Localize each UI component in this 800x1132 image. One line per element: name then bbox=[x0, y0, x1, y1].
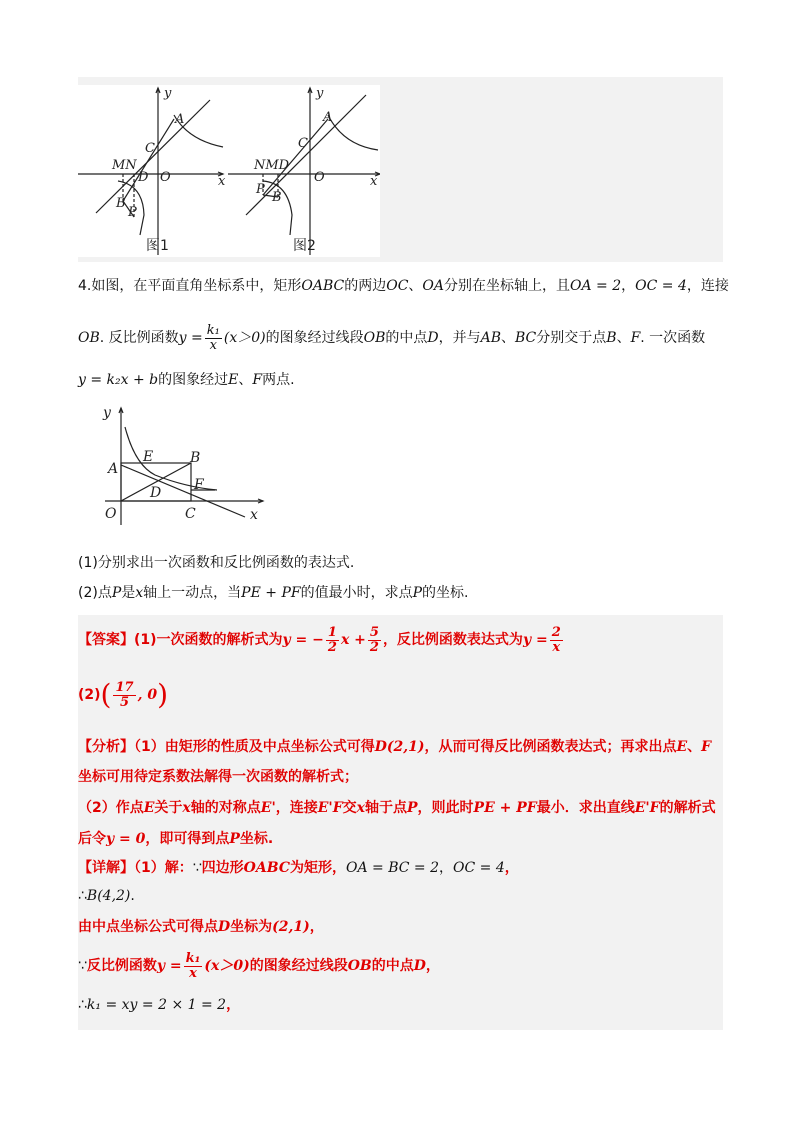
fig2-label-A: A bbox=[323, 110, 333, 125]
fig1-label-MN: MN bbox=[112, 158, 137, 173]
detail-line-1: 【详解】（1）解：∵四边形OABC为矩形，OA = BC = 2，OC = 4， bbox=[78, 860, 519, 876]
analysis-line-1: 【分析】（1）由矩形的性质及中点坐标公式可得D(2,1)，从而可得反比例函数表达式；再求出点E、F bbox=[78, 739, 712, 755]
fig2-label-B: B bbox=[272, 190, 282, 205]
fig1-label-B: B bbox=[116, 196, 126, 211]
problem-line-3: y = k₂x + b的图象经过E、F两点. bbox=[78, 372, 295, 388]
fig2-caption: 图2 bbox=[293, 238, 316, 254]
fig1-label-C: C bbox=[145, 141, 155, 156]
analysis-line-4: 后令y = 0，即可得到点P坐标. bbox=[78, 831, 274, 847]
answer-line-1: 【答案】(1)一次函数的解析式为y = − $\frac{1}{2}$ x + $\frac{5}{2}$ ，反比例函数表达式为y = $\frac{2}{x}$ bbox=[78, 624, 561, 655]
detail-line-4: ∵反比例函数y = $\frac{\text{k₁}}{x}$ (x＞0)的图象经过线段OB的中点D， bbox=[78, 950, 440, 981]
fig1-label-D: D bbox=[138, 170, 149, 185]
answer-line-2: (2)( $\frac{17}{5}$ , 0) bbox=[78, 678, 169, 711]
fig1-label-x: x bbox=[218, 174, 226, 189]
rect-label-x: x bbox=[250, 507, 258, 523]
problem-line-1: 4.如图，在平面直角坐标系中，矩形OABC的两边OC、OA分别在坐标轴上，且OA = 2，OC = 4，连接 bbox=[78, 278, 729, 294]
rect-label-O: O bbox=[105, 506, 117, 522]
fig2-label-P: P bbox=[256, 182, 265, 197]
fig1-label-P: P bbox=[128, 205, 137, 220]
fig2-label-x: x bbox=[370, 174, 378, 189]
fig1-label-A: A bbox=[175, 112, 185, 127]
rect-label-B: B bbox=[190, 450, 201, 466]
rect-label-A: A bbox=[108, 461, 119, 477]
fig1-label-y: y bbox=[164, 86, 172, 101]
rect-label-y: y bbox=[103, 405, 111, 421]
detail-line-2: ∴B(4,2). bbox=[78, 888, 135, 904]
question-1: (1)分别求出一次函数和反比例函数的表达式. bbox=[78, 555, 355, 571]
detail-line-3: 由中点坐标公式可得点D坐标为(2,1)， bbox=[78, 919, 324, 935]
fig1-label-O: O bbox=[160, 170, 171, 185]
fig2-label-C: C bbox=[298, 136, 308, 151]
rect-label-F: F bbox=[194, 477, 204, 493]
fig2-label-y: y bbox=[316, 86, 324, 101]
fig1-caption: 图1 bbox=[146, 238, 169, 254]
rect-label-E: E bbox=[143, 449, 154, 465]
rectangle-figure bbox=[95, 405, 270, 530]
fig2-label-NMD: NMD bbox=[254, 158, 290, 173]
fig2-label-O: O bbox=[314, 170, 325, 185]
hyperbola-figures bbox=[78, 85, 380, 257]
rect-label-D: D bbox=[150, 485, 162, 501]
rect-label-C: C bbox=[185, 506, 196, 522]
analysis-line-3: （2）作点E关于x轴的对称点E'，连接E'F交x轴于点P，则此时PE + PF最小．求出直线E'F的解析式 bbox=[78, 800, 716, 816]
question-2: (2)点P是x轴上一动点，当PE + PF的值最小时，求点P的坐标. bbox=[78, 585, 469, 601]
analysis-line-2: 坐标可用待定系数法解得一次函数的解析式； bbox=[78, 769, 358, 785]
detail-line-5: ∴k₁ = xy = 2 × 1 = 2， bbox=[78, 997, 241, 1013]
problem-line-2: OB. 反比例函数y = $\frac{\text{k₁}}{x}$ (x＞0)的图象经过线段OB的中点D，并与AB、BC分别交于点B、F. 一次函数 bbox=[78, 322, 706, 353]
